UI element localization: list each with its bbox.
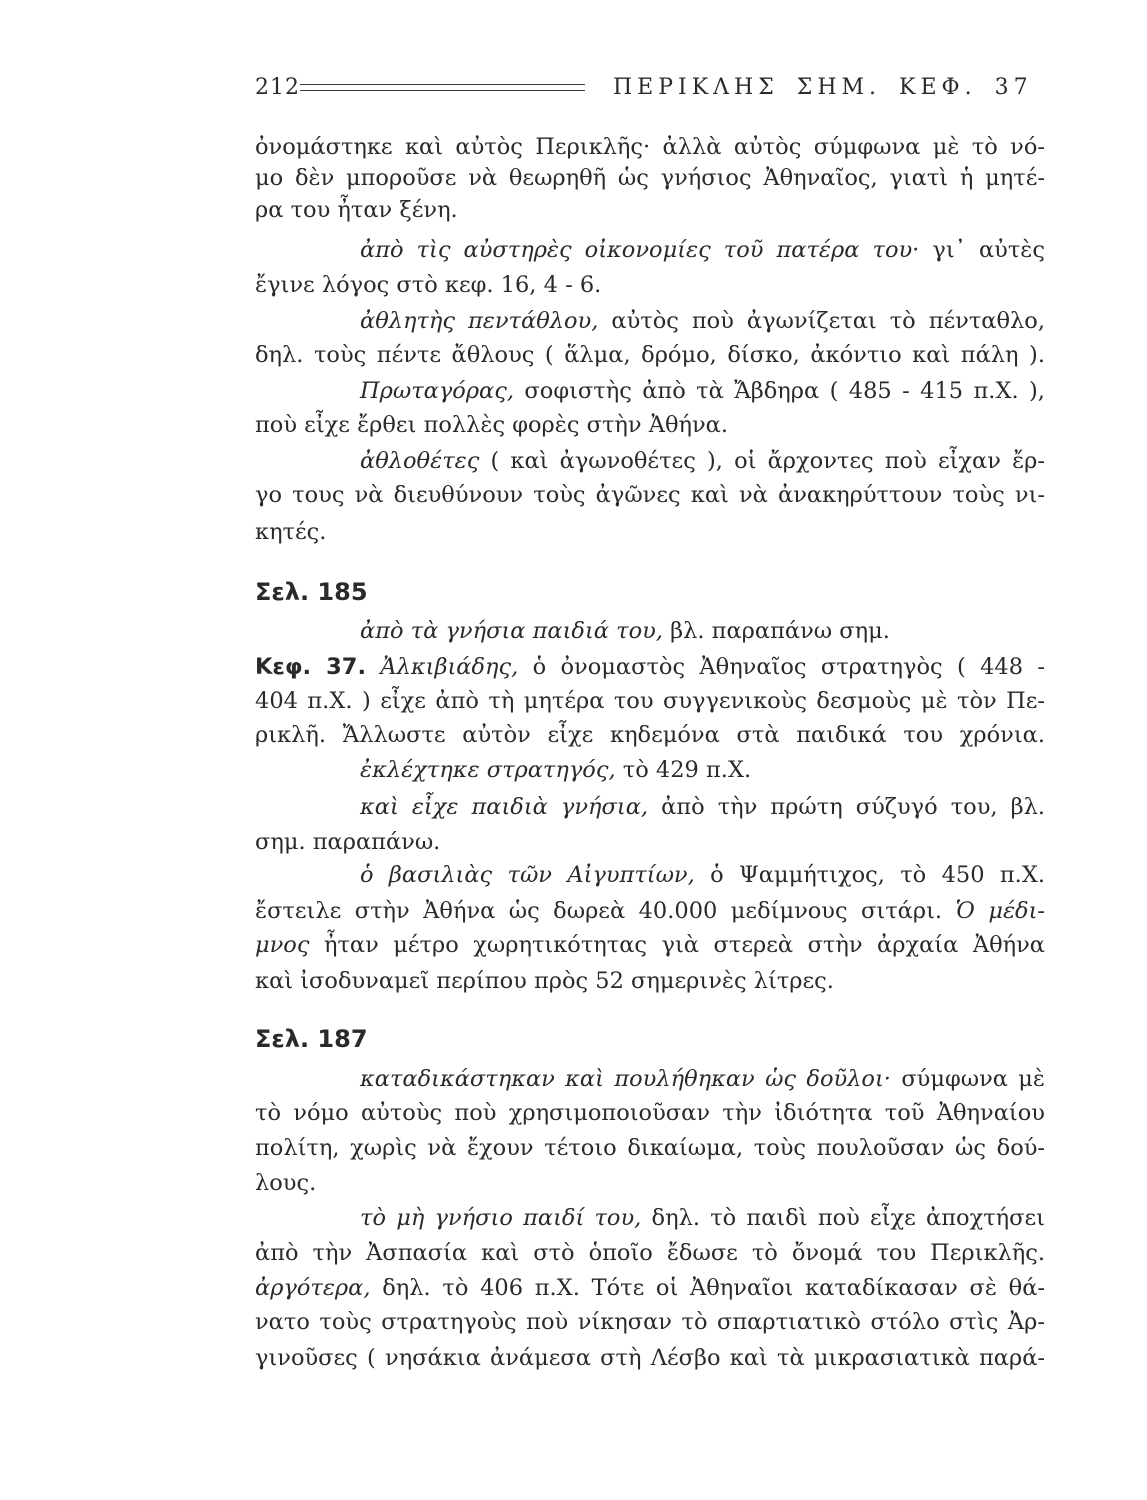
lemma-italic: Ἀλκιβιάδης, [366,654,519,680]
text-segment: ἀπὸ τὴν Ἀσπασία καὶ στὸ ὁποῖο ἔδωσε τὸ ὄνομά του Περικλῆς. [255,1240,1046,1266]
running-header [255,72,1045,102]
text-segment: αὐτὸς ποὺ ἀγωνίζεται τὸ πένταθλο, [598,308,1045,334]
text-segment: ρικλῆ. Ἄλλωστε αὐτὸν εἶχε κηδεμόνα στὰ παιδικά του χρόνια. [255,722,1045,748]
text-line [255,340,1045,370]
running-title: ΠΕΡΙΚΛΗΣ ΣΗΜ. ΚΕΦ. 37 [613,74,1033,100]
text-line [360,792,1045,822]
text-segment: λους. [255,1170,317,1196]
text-line [255,195,458,225]
header-double-rule [300,84,585,91]
text-line [255,1343,1045,1373]
text-segment: ποὺ εἶχε ἔρθει πολλὲς φορὲς στὴν Ἀθήνα. [255,412,729,438]
text-line [360,306,1045,336]
text-segment: δηλ. τὸ 406 π.Χ. Τότε οἱ Ἀθηναῖοι καταδίκασαν σὲ θά- [370,1275,1046,1301]
text-segment: ὁ ὀνομαστὸς Ἀθηναῖος στρατηγὸς ( 448 - [518,654,1045,680]
text-segment: 404 π.Χ. ) εἶχε ἀπὸ τὴ μητέρα του συγγενικοὺς δεσμοὺς μὲ τὸν Πε- [255,688,1046,714]
lemma-italic: ὁ βασιλιὰς τῶν Αἰγυπτίων, [360,862,695,888]
text-line [255,480,1045,510]
text-segment: νατο τοὺς στρατηγοὺς ποὺ νίκησαν τὸ σπαρτιατικὸ στόλο στὶς Ἀρ- [255,1309,1046,1335]
text-line [255,1133,1045,1163]
text-segment: ἔστειλε στὴν Ἀθήνα ὡς δωρεὰ 40.000 μεδίμνους σιτάρι. [255,898,956,924]
text-segment: ἦταν μέτρο χωρητικότητας γιὰ στερεὰ στὴν ἀρχαία Ἀθήνα [309,932,1045,958]
lemma-italic: ἀθλητὴς πεντάθλου, [360,308,599,334]
text-segment: γο τους νὰ διευθύνουν τοὺς ἀγῶνες καὶ νὰ ἀνακηρύττουν τοὺς νι- [255,482,1046,508]
text-segment: ὀνομάστηκε καὶ αὐτὸς Περικλῆς· ἀλλὰ αὐτὸς σύμφωνα μὲ τὸ νό- [255,134,1045,160]
text-segment: κητές. [255,519,327,545]
lemma-italic: ἀπὸ τὶς αὐστηρὲς οἰκονομίες τοῦ πατέρα του· [360,237,920,263]
text-line [255,1273,1045,1303]
text-line [360,1203,1045,1233]
text-segment: καὶ ἰσοδυναμεῖ περίπου πρὸς 52 σημερινὲς λίτρες. [255,968,834,994]
section-heading: Σελ. 185 [255,578,368,606]
text-line [255,827,440,857]
text-line [255,652,1045,682]
lemma-italic: ἀργότερα, [255,1275,371,1301]
lemma-italic: καὶ εἶχε παιδιὰ γνήσια, [360,794,649,820]
text-segment: τὸ νόμο αὐτοὺς ποὺ χρησιμοποιοῦσαν τὴν ἰδιότητα τοῦ Ἀθηναίου [255,1100,1045,1126]
text-line [360,755,751,785]
text-segment: ἀπὸ τὴν πρώτη σύζυγό του, βλ. [648,794,1046,820]
text-line [255,410,728,440]
text-line [255,270,601,300]
lemma-italic: καταδικάστηκαν καὶ πουλήθηκαν ὡς δοῦλοι· [360,1066,891,1092]
text-line [360,446,1045,476]
text-line [255,1098,1045,1128]
lemma-italic: ἐκλέχτηκε στρατηγός, [360,757,616,783]
page-number: 212 [255,74,300,100]
text-segment: σύμφωνα μὲ [890,1066,1046,1092]
text-segment: τὸ 429 π.Χ. [615,757,752,783]
text-segment: ρα του ἦταν ξένη. [255,197,458,223]
text-line [255,686,1045,716]
text-segment: σημ. παραπάνω. [255,829,441,855]
text-line [255,132,1045,162]
text-segment: σοφιστὴς ἀπὸ τὰ Ἄβδηρα ( 485 - 415 π.Χ. ), [514,378,1045,404]
lemma-italic: Ὁ μέδι- [955,898,1045,924]
text-line [255,163,1045,193]
section-heading: Σελ. 187 [255,1025,368,1053]
text-segment: μο δὲν μποροῦσε νὰ θεωρηθῆ ὡς γνήσιος Ἀθηναῖος, γιατὶ ἡ μητέ- [255,165,1045,191]
text-line [255,966,834,996]
text-line [360,1064,1045,1094]
text-line [255,1238,1045,1268]
text-segment: βλ. παραπάνω σημ. [662,618,890,644]
text-line [360,860,1045,890]
text-segment: δηλ. τὸ παιδὶ ποὺ εἶχε ἀποχτήσει [641,1205,1045,1231]
text-line [255,720,1045,750]
text-line [255,1168,316,1198]
text-segment: πολίτη, χωρὶς νὰ ἔχουν τέτοιο δικαίωμα, τοὺς πουλοῦσαν ὡς δού- [255,1135,1046,1161]
lemma-italic: τὸ μὴ γνήσιο παιδί του, [360,1205,642,1231]
text-segment: ἔγινε λόγος στὸ κεφ. 16, 4 - 6. [255,272,602,298]
lemma-italic: Πρωταγόρας, [360,378,515,404]
text-segment: γι᾿ αὐτὲς [919,237,1045,263]
text-segment: ( καὶ ἀγωνοθέτες ), οἱ ἄρχοντες ποὺ εἶχαν ἔρ- [479,448,1046,474]
text-line [255,896,1045,926]
text-line [255,930,1045,960]
text-line [255,1307,1045,1337]
lemma-italic: ἀθλοθέτες [360,448,480,474]
text-line [360,616,890,646]
text-line [360,235,1045,265]
text-line [360,376,1045,406]
chapter-ref-bold: Κεφ. 37. [255,654,366,680]
lemma-italic: μνος [255,932,310,958]
text-segment: δηλ. τοὺς πέντε ἄθλους ( ἅλμα, δρόμο, δίσκο, ἀκόντιο καὶ πάλη ). [255,342,1045,368]
text-segment: ὁ Ψαμμήτιχος, τὸ 450 π.Χ. [694,862,1045,888]
lemma-italic: ἀπὸ τὰ γνήσια παιδιά του, [360,618,663,644]
text-line [255,517,326,547]
text-segment: γινοῦσες ( νησάκια ἀνάμεσα στὴ Λέσβο καὶ τὰ μικρασιατικὰ παρά- [255,1345,1046,1371]
